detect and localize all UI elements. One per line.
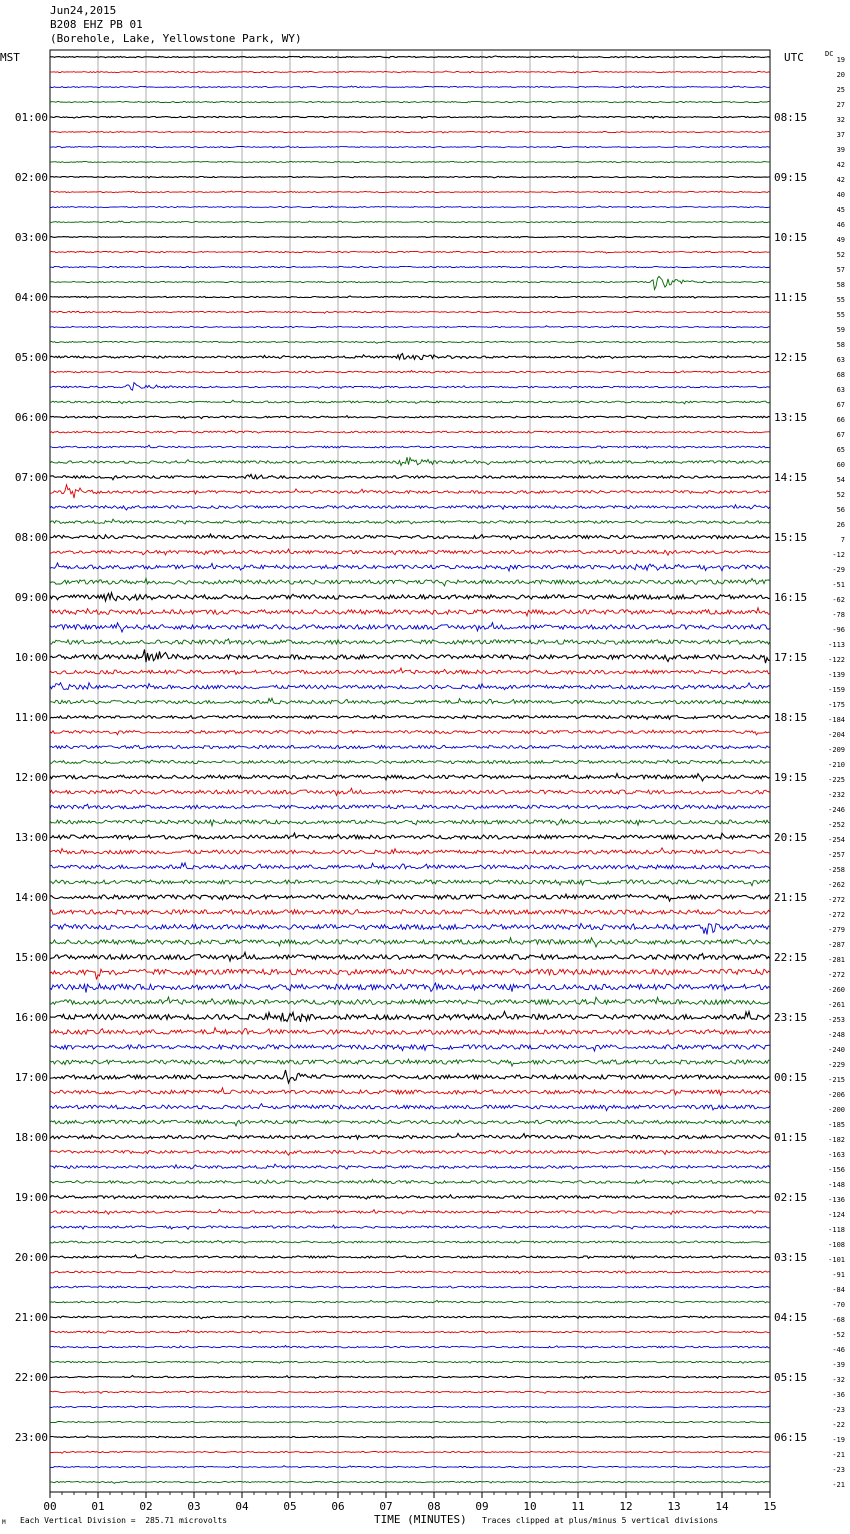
x-tick-label-06: 06 — [331, 1500, 345, 1513]
x-tick-label-08: 08 — [427, 1500, 441, 1513]
trace-line-24 — [50, 400, 770, 404]
trace-line-62 — [50, 969, 770, 979]
x-tick-label-11: 11 — [571, 1500, 585, 1513]
dc-offset-95: -23 — [832, 1466, 845, 1474]
dc-offset-5: 32 — [836, 116, 845, 124]
trace-line-29 — [50, 474, 770, 479]
dc-offset-88: -39 — [832, 1361, 845, 1369]
dc-offset-94: -21 — [832, 1451, 845, 1459]
dc-offset-23: 63 — [836, 386, 845, 394]
trace-line-1 — [50, 56, 770, 58]
dc-offset-51: -246 — [828, 806, 845, 814]
dc-offset-18: 55 — [836, 311, 845, 319]
trace-line-92 — [50, 1421, 770, 1423]
utc-label-1915: 19:15 — [774, 771, 808, 784]
dc-offset-75: -156 — [828, 1166, 845, 1174]
dc-offset-89: -32 — [832, 1376, 845, 1384]
dc-offset-91: -23 — [832, 1406, 845, 1414]
mst-label-0800: 08:00 — [14, 531, 48, 544]
dc-offset-25: 66 — [836, 416, 845, 424]
dc-offset-55: -258 — [828, 866, 845, 874]
utc-label-1815: 18:15 — [774, 711, 808, 724]
dc-offset-80: -108 — [828, 1241, 845, 1249]
trace-line-15 — [50, 266, 770, 267]
dc-offset-10: 40 — [836, 191, 845, 199]
scale-note: Each Vertical Division = 285.71 microvolts — [20, 1516, 228, 1525]
x-tick-label-03: 03 — [187, 1500, 201, 1513]
mst-label-1200: 12:00 — [14, 771, 48, 784]
trace-line-42 — [50, 668, 770, 674]
trace-line-73 — [50, 1133, 770, 1139]
trace-line-54 — [50, 848, 770, 855]
trace-line-19 — [50, 326, 770, 328]
trace-line-46 — [50, 730, 770, 735]
trace-line-56 — [50, 880, 770, 886]
trace-line-34 — [50, 549, 770, 555]
trace-line-33 — [50, 534, 770, 539]
trace-line-93 — [50, 1436, 770, 1438]
dc-offset-52: -252 — [828, 821, 845, 829]
trace-line-64 — [50, 997, 770, 1004]
trace-line-60 — [50, 938, 770, 947]
trace-line-30 — [50, 485, 770, 499]
dc-offset-27: 65 — [836, 446, 845, 454]
trace-line-23 — [50, 383, 770, 391]
trace-line-26 — [50, 431, 770, 434]
corner-mark: M — [2, 1519, 6, 1526]
mst-axis-label: MST — [0, 51, 20, 64]
x-tick-label-12: 12 — [619, 1500, 633, 1513]
trace-line-20 — [50, 341, 770, 343]
clip-note: Traces clipped at plus/minus 5 vertical divisions — [482, 1516, 719, 1525]
trace-line-89 — [50, 1376, 770, 1379]
trace-line-55 — [50, 863, 770, 870]
trace-line-2 — [50, 71, 770, 73]
dc-offset-82: -91 — [832, 1271, 845, 1279]
dc-offset-62: -272 — [828, 971, 845, 979]
dc-offset-35: -29 — [832, 566, 845, 574]
utc-label-0915: 09:15 — [774, 171, 808, 184]
trace-line-69 — [50, 1070, 770, 1083]
dc-offset-72: -185 — [828, 1121, 845, 1129]
trace-line-5 — [50, 116, 770, 119]
mst-label-1000: 10:00 — [14, 651, 48, 664]
dc-offset-47: -209 — [828, 746, 845, 754]
dc-offset-86: -52 — [832, 1331, 845, 1339]
trace-line-66 — [50, 1028, 770, 1035]
dc-offset-15: 57 — [836, 266, 845, 274]
dc-offset-30: 52 — [836, 491, 845, 499]
mst-label-1700: 17:00 — [14, 1071, 48, 1084]
dc-offset-63: -260 — [828, 986, 845, 994]
utc-label-0515: 05:15 — [774, 1371, 808, 1384]
x-tick-label-07: 07 — [379, 1500, 393, 1513]
dc-offset-61: -281 — [828, 956, 845, 964]
dc-offset-31: 56 — [836, 506, 845, 514]
dc-offset-58: -272 — [828, 911, 845, 919]
x-tick-label-13: 13 — [667, 1500, 681, 1513]
trace-line-16 — [50, 276, 770, 289]
utc-label-0315: 03:15 — [774, 1251, 808, 1264]
mst-label-0300: 03:00 — [14, 231, 48, 244]
trace-line-76 — [50, 1179, 770, 1184]
utc-label-0115: 01:15 — [774, 1131, 808, 1144]
dc-offset-6: 37 — [836, 131, 845, 139]
trace-line-13 — [50, 237, 770, 238]
trace-line-68 — [50, 1059, 770, 1066]
trace-line-94 — [50, 1451, 770, 1453]
utc-label-2115: 21:15 — [774, 891, 808, 904]
utc-label-1515: 15:15 — [774, 531, 808, 544]
dc-offset-64: -261 — [828, 1001, 845, 1009]
trace-line-49 — [50, 774, 770, 781]
dc-offset-81: -101 — [828, 1256, 845, 1264]
trace-line-80 — [50, 1240, 770, 1243]
utc-label-0615: 06:15 — [774, 1431, 808, 1444]
trace-line-14 — [50, 251, 770, 253]
utc-label-1215: 12:15 — [774, 351, 808, 364]
utc-label-2315: 23:15 — [774, 1011, 808, 1024]
trace-line-28 — [50, 457, 770, 465]
trace-line-3 — [50, 86, 770, 88]
dc-offset-46: -204 — [828, 731, 845, 739]
trace-line-75 — [50, 1164, 770, 1169]
trace-line-50 — [50, 788, 770, 795]
dc-offset-54: -257 — [828, 851, 845, 859]
trace-line-11 — [50, 206, 770, 208]
dc-offset-8: 42 — [836, 161, 845, 169]
mst-label-0600: 06:00 — [14, 411, 48, 424]
utc-label-1715: 17:15 — [774, 651, 808, 664]
dc-offset-19: 59 — [836, 326, 845, 334]
trace-line-45 — [50, 716, 770, 720]
dc-offset-67: -240 — [828, 1046, 845, 1054]
trace-line-86 — [50, 1330, 770, 1333]
mst-label-1600: 16:00 — [14, 1011, 48, 1024]
mst-label-0400: 04:00 — [14, 291, 48, 304]
utc-label-0215: 02:15 — [774, 1191, 808, 1204]
dc-offset-45: -184 — [828, 716, 845, 724]
dc-offset-34: -12 — [832, 551, 845, 559]
trace-line-8 — [50, 162, 770, 163]
utc-label-1015: 10:15 — [774, 231, 808, 244]
dc-offset-65: -253 — [828, 1016, 845, 1024]
dc-offset-40: -113 — [828, 641, 845, 649]
trace-line-40 — [50, 639, 770, 644]
mst-label-0500: 05:00 — [14, 351, 48, 364]
trace-line-71 — [50, 1104, 770, 1111]
trace-line-59 — [50, 923, 770, 934]
trace-line-85 — [50, 1316, 770, 1319]
dc-offset-labels — [825, 50, 845, 1489]
dc-offset-1: 19 — [836, 56, 845, 64]
dc-offset-71: -200 — [828, 1106, 845, 1114]
trace-line-83 — [50, 1286, 770, 1289]
trace-line-47 — [50, 745, 770, 748]
trace-line-72 — [50, 1120, 770, 1126]
mst-hour-labels — [0, 51, 48, 1444]
trace-line-95 — [50, 1466, 770, 1468]
dc-offset-92: -22 — [832, 1421, 845, 1429]
dc-offset-2: 20 — [836, 71, 845, 79]
trace-line-88 — [50, 1361, 770, 1364]
trace-line-25 — [50, 416, 770, 419]
utc-label-1315: 13:15 — [774, 411, 808, 424]
trace-line-63 — [50, 983, 770, 993]
trace-line-7 — [50, 146, 770, 148]
mst-label-0700: 07:00 — [14, 471, 48, 484]
station-name: B208 EHZ PB 01 — [50, 18, 143, 31]
x-tick-label-00: 00 — [43, 1500, 57, 1513]
x-tick-label-09: 09 — [475, 1500, 489, 1513]
x-tick-label-14: 14 — [715, 1500, 729, 1513]
dc-offset-7: 39 — [836, 146, 845, 154]
dc-offset-73: -182 — [828, 1136, 845, 1144]
dc-offset-76: -148 — [828, 1181, 845, 1189]
utc-label-2015: 20:15 — [774, 831, 808, 844]
dc-offset-17: 55 — [836, 296, 845, 304]
mst-label-1400: 14:00 — [14, 891, 48, 904]
trace-line-6 — [50, 132, 770, 134]
trace-line-77 — [50, 1195, 770, 1199]
trace-line-78 — [50, 1209, 770, 1214]
dc-offset-87: -46 — [832, 1346, 845, 1354]
dc-offset-90: -36 — [832, 1391, 845, 1399]
trace-line-52 — [50, 819, 770, 826]
dc-offset-32: 26 — [836, 521, 845, 529]
trace-line-48 — [50, 760, 770, 764]
trace-line-35 — [50, 563, 770, 571]
trace-line-65 — [50, 1011, 770, 1022]
x-tick-label-01: 01 — [91, 1500, 105, 1513]
dc-offset-26: 67 — [836, 431, 845, 439]
mst-label-0200: 02:00 — [14, 171, 48, 184]
dc-offset-84: -70 — [832, 1301, 845, 1309]
trace-line-12 — [50, 221, 770, 223]
trace-line-9 — [50, 176, 770, 178]
dc-offset-9: 42 — [836, 176, 845, 184]
station-location: (Borehole, Lake, Yellowstone Park, WY) — [50, 32, 302, 45]
dc-offset-20: 58 — [836, 341, 845, 349]
trace-line-82 — [50, 1270, 770, 1273]
mst-label-1800: 18:00 — [14, 1131, 48, 1144]
dc-offset-70: -206 — [828, 1091, 845, 1099]
dc-offset-74: -163 — [828, 1151, 845, 1159]
dc-offset-42: -139 — [828, 671, 845, 679]
trace-line-81 — [50, 1255, 770, 1259]
dc-offset-28: 60 — [836, 461, 845, 469]
dc-offset-36: -51 — [832, 581, 845, 589]
dc-offset-85: -68 — [832, 1316, 845, 1324]
trace-line-84 — [50, 1300, 770, 1303]
dc-offset-12: 46 — [836, 221, 845, 229]
dc-offset-48: -210 — [828, 761, 845, 769]
dc-offset-24: 67 — [836, 401, 845, 409]
trace-line-44 — [50, 698, 770, 704]
trace-line-18 — [50, 311, 770, 313]
dc-offset-13: 49 — [836, 236, 845, 244]
trace-line-10 — [50, 191, 770, 193]
dc-offset-39: -96 — [832, 626, 845, 634]
dc-offset-14: 52 — [836, 251, 845, 259]
dc-offset-49: -225 — [828, 776, 845, 784]
trace-line-41 — [50, 650, 770, 664]
utc-label-0415: 04:15 — [774, 1311, 808, 1324]
x-tick-label-10: 10 — [523, 1500, 537, 1513]
trace-line-74 — [50, 1151, 770, 1156]
trace-line-38 — [50, 608, 770, 616]
dc-offset-38: -78 — [832, 611, 845, 619]
trace-line-57 — [50, 894, 770, 901]
x-tick-label-15: 15 — [763, 1500, 777, 1513]
mst-label-2100: 21:00 — [14, 1311, 48, 1324]
x-tick-label-05: 05 — [283, 1500, 297, 1513]
utc-label-1415: 14:15 — [774, 471, 808, 484]
trace-line-90 — [50, 1391, 770, 1394]
dc-offset-11: 45 — [836, 206, 845, 214]
time-axis — [43, 1492, 776, 1513]
trace-line-91 — [50, 1406, 770, 1408]
dc-offset-60: -287 — [828, 941, 845, 949]
utc-label-0815: 08:15 — [774, 111, 808, 124]
trace-line-21 — [50, 354, 770, 360]
trace-line-58 — [50, 910, 770, 915]
dc-offset-59: -279 — [828, 926, 845, 934]
utc-label-1115: 11:15 — [774, 291, 808, 304]
dc-header-label: DC — [825, 50, 834, 58]
trace-line-4 — [50, 101, 770, 102]
dc-offset-93: -19 — [832, 1436, 845, 1444]
trace-line-17 — [50, 296, 770, 298]
dc-offset-57: -272 — [828, 896, 845, 904]
utc-label-1615: 16:15 — [774, 591, 808, 604]
chart-date: Jun24,2015 — [50, 4, 117, 17]
trace-line-96 — [50, 1481, 770, 1483]
dc-offset-56: -262 — [828, 881, 845, 889]
seismic-traces — [50, 56, 770, 1483]
x-axis-title: TIME (MINUTES) — [374, 1513, 467, 1526]
trace-line-67 — [50, 1045, 770, 1051]
trace-line-22 — [50, 371, 770, 374]
mst-label-1100: 11:00 — [14, 711, 48, 724]
mst-label-1500: 15:00 — [14, 951, 48, 964]
mst-label-1900: 19:00 — [14, 1191, 48, 1204]
dc-offset-44: -175 — [828, 701, 845, 709]
dc-offset-33: 7 — [840, 536, 845, 544]
trace-line-79 — [50, 1225, 770, 1229]
mst-label-2000: 20:00 — [14, 1251, 48, 1264]
mst-label-0100: 01:00 — [14, 111, 48, 124]
mst-label-2200: 22:00 — [14, 1371, 48, 1384]
dc-offset-83: -84 — [832, 1286, 845, 1294]
trace-line-27 — [50, 445, 770, 448]
dc-offset-50: -232 — [828, 791, 845, 799]
dc-offset-77: -136 — [828, 1196, 845, 1204]
dc-offset-78: -124 — [828, 1211, 845, 1219]
mst-label-0900: 09:00 — [14, 591, 48, 604]
trace-line-32 — [50, 519, 770, 524]
dc-offset-79: -118 — [828, 1226, 845, 1234]
dc-offset-4: 27 — [836, 101, 845, 109]
dc-offset-68: -229 — [828, 1061, 845, 1069]
dc-offset-41: -122 — [828, 656, 845, 664]
trace-line-87 — [50, 1346, 770, 1349]
trace-line-31 — [50, 505, 770, 510]
dc-offset-3: 25 — [836, 86, 845, 94]
dc-offset-66: -248 — [828, 1031, 845, 1039]
trace-line-37 — [50, 593, 770, 601]
trace-line-70 — [50, 1088, 770, 1095]
dc-offset-96: -21 — [832, 1481, 845, 1489]
trace-line-51 — [50, 804, 770, 809]
dc-offset-21: 63 — [836, 356, 845, 364]
dc-offset-22: 68 — [836, 371, 845, 379]
trace-line-43 — [50, 683, 770, 690]
x-tick-label-02: 02 — [139, 1500, 153, 1513]
trace-line-61 — [50, 952, 770, 961]
dc-offset-69: -215 — [828, 1076, 845, 1084]
mst-label-2300: 23:00 — [14, 1431, 48, 1444]
utc-label-0015: 00:15 — [774, 1071, 808, 1084]
utc-label-2215: 22:15 — [774, 951, 808, 964]
trace-line-39 — [50, 623, 770, 632]
utc-axis-label: UTC — [784, 51, 804, 64]
utc-hour-labels — [774, 51, 807, 1444]
x-tick-label-04: 04 — [235, 1500, 249, 1513]
dc-offset-37: -62 — [832, 596, 845, 604]
dc-offset-16: 58 — [836, 281, 845, 289]
mst-label-1300: 13:00 — [14, 831, 48, 844]
dc-offset-43: -159 — [828, 686, 845, 694]
dc-offset-53: -254 — [828, 836, 845, 844]
dc-offset-29: 54 — [836, 476, 845, 484]
trace-line-36 — [50, 578, 770, 586]
trace-line-53 — [50, 833, 770, 839]
